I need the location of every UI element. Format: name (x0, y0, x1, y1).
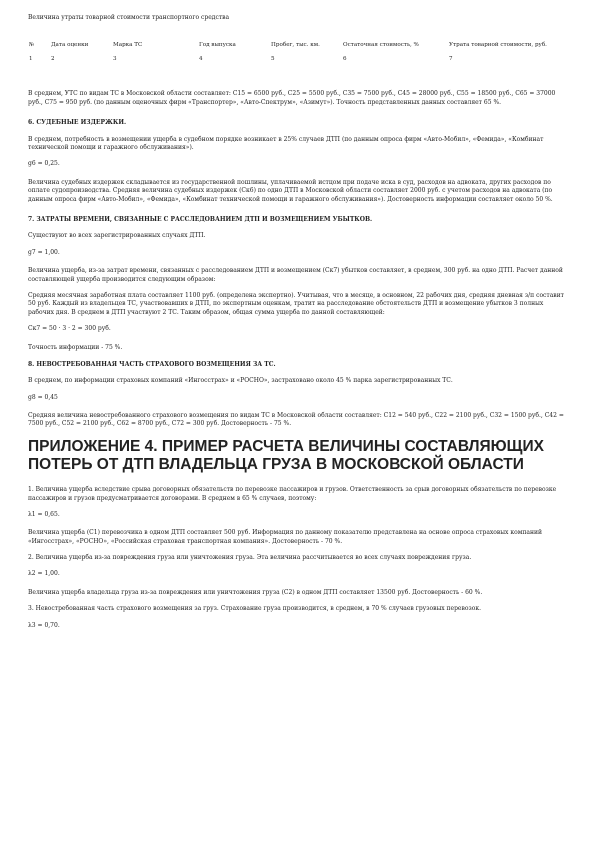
table-cell: 2 (51, 55, 55, 62)
col-header-residual: Остаточная стоимость, % (343, 42, 419, 49)
residual-value-table (28, 42, 573, 63)
col-header-brand: Марка ТС (113, 42, 143, 49)
table-cell: 5 (271, 55, 275, 62)
appendix-title: ПРИЛОЖЕНИЕ 4. ПРИМЕР РАСЧЕТА ВЕЛИЧИНЫ СОСТАВЛЯЮЩИХ ПОТЕРЬ ОТ ДТП ВЛАДЕЛЬЦА ГРУЗА В МОСКОВСКОЙ ОБЛАСТИ (28, 437, 544, 473)
table-header-row (28, 42, 573, 56)
uts-paragraph: В среднем, УТС по видам ТС в Московской области составляет: С15 = 6500 руб., С25 = 5500 руб., С35 = 7500 руб., С45 = 28000 руб., С55 = 18500 руб., С65 = 37000 руб., С75 = 950 руб. (по данным оценочных фирм «Транспортер», «Авто-Спектрум», «Азимут»). Точность представленных данных составляет 65 %. (28, 90, 556, 106)
section-6-formula: g6 = 0,25. (28, 160, 60, 168)
appendix-text-1: Величина ущерба (С1) перевозчика в одном ДТП составляет 500 руб. Информация по данному показателю представлена на основе опроса страховых компаний «Ингосстрах», «РОСНО», «Российская страховая транспортная компания». Достоверность - 70 %. (28, 529, 542, 545)
table-row (28, 56, 573, 64)
section-6-heading: 6. СУДЕБНЫЕ ИЗДЕРЖКИ. (28, 119, 127, 127)
appendix-text-2: Величина ущерба владельца груза из-за повреждения или уничтожения груза (С2) в одном ДТП составляет 13500 руб. Достоверность - 60 %. (28, 588, 483, 596)
appendix-item-3: 3. Невостребованная часть страхового возмещения за груз. Страхование груза производится, в среднем, в 70 % случаев грузовых перевозок. (28, 605, 482, 613)
section-6-text: В среднем, потребность в возмещении ущерба в судебном порядке возникает в 25% случаев ДТП (по данным опроса фирм «Авто-Мобил», «Фемида», «Комбинат технической помощи и гаражного обслуживания»). (28, 135, 544, 152)
section-6-text2: Величина судебных издержек складывается из государственной пошлины, уплачиваемой истцом при подаче иска в суд, расходов на адвоката, других расходов по оплате судопроизводства. Средняя величина судебных издержек (Ск6) по одно ДТП в Московской области составляет 2000 руб. с учетом расходов на адвоката (по данным опроса фирм «Авто-Мобил», «Фемида», «Комбинат технической помощи и гаражного обслуживания»). Достоверность информации составляет около 50 %. (28, 178, 553, 203)
section-8-formula: g8 = 0,45 (28, 393, 58, 401)
col-header-date: Дата оценки (51, 42, 89, 49)
table-caption: Величина утраты товарной стоимости транспортного средства (28, 14, 230, 21)
section-7-formula: g7 = 1,00. (28, 248, 60, 256)
appendix-formula-3: λ3 = 0,70. (28, 621, 60, 629)
col-header-mileage: Пробег, тыс. км. (271, 42, 320, 49)
section-7-text3: Средняя месячная заработная плата составляет 1100 руб. (определена экспертно). Учитывая, что в месяце, в основном, 22 рабочих дня, средняя дневная з/п составит 50 руб. Каждый из владельцев ТС, участвовавших в ДТП, по экспертным оценкам, тратит на расследование обстоятельств ДТП и возмещение убытков 3 полных рабочих дня. В среднем в ДТП участвуют 2 ТС. Таким образом, общая сумма ущерба по данной составляющей: (28, 291, 565, 316)
col-header-number: № (29, 42, 35, 49)
table-cell: 4 (199, 55, 203, 62)
section-8-text2: Средняя величина невостребованного страхового возмещения по видам ТС в Московской области составляет: С12 = 540 руб., С22 = 2100 руб., С32 = 1500 руб., С42 = 7500 руб., С52 = 2100 руб., С62 = 8700 руб., С72 = 300 руб. Достоверность - 75 %. (28, 412, 564, 428)
section-7-text: Существуют во всех зарегистрированных случаях ДТП. (28, 232, 206, 240)
table-cell: 7 (449, 55, 453, 62)
col-header-loss: Утрата товарной стоимости, руб. (449, 42, 547, 49)
appendix-item-1: 1. Величина ущерба вследствие срыва договорных обязательств по перевозке пассажиров и грузов. Ответственность за срыв договорных обязательств по перевозке пассажиров и грузов предусматривается договорами. В среднем в 65 % случаев, поэтому: (28, 486, 557, 502)
section-7-text2: Величина ущерба, из-за затрат времени, связанных с расследованием ДТП и возмещением (Ск7) убытков составляет, в среднем, 300 руб. на одно ДТП. Расчет данной составляющей ущерба производится следующим образом: (28, 267, 563, 283)
appendix-formula-2: λ2 = 1,00. (28, 570, 60, 578)
table-cell: 3 (113, 55, 117, 62)
section-8-text: В среднем, по информации страховых компаний «Ингосстрах» и «РОСНО», застраховано около 45 % парка зарегистрированных ТС. (28, 377, 453, 385)
appendix-item-2: 2. Величина ущерба из-за повреждения груза или уничтожения груза. Эта величина рассчитывается во всех случаях повреждения груза. (28, 554, 472, 562)
section-8-heading: 8. НЕВОСТРЕБОВАННАЯ ЧАСТЬ СТРАХОВОГО ВОЗМЕЩЕНИЯ ЗА ТС. (28, 360, 276, 368)
section-7-accuracy: Точность информации - 75 %. (28, 343, 123, 351)
appendix-formula-1: λ1 = 0,65. (28, 510, 60, 518)
section-7-heading: 7. ЗАТРАТЫ ВРЕМЕНИ, СВЯЗАННЫЕ С РАССЛЕДОВАНИЕМ ДТП И ВОЗМЕЩЕНИЕМ УБЫТКОВ. (28, 216, 373, 223)
table-cell: 1 (29, 55, 33, 62)
section-7-formula2: Ск7 = 50 · 3 · 2 = 300 руб. (28, 325, 111, 333)
table-cell: 6 (343, 55, 347, 62)
col-header-year: Год выпуска (199, 42, 236, 49)
